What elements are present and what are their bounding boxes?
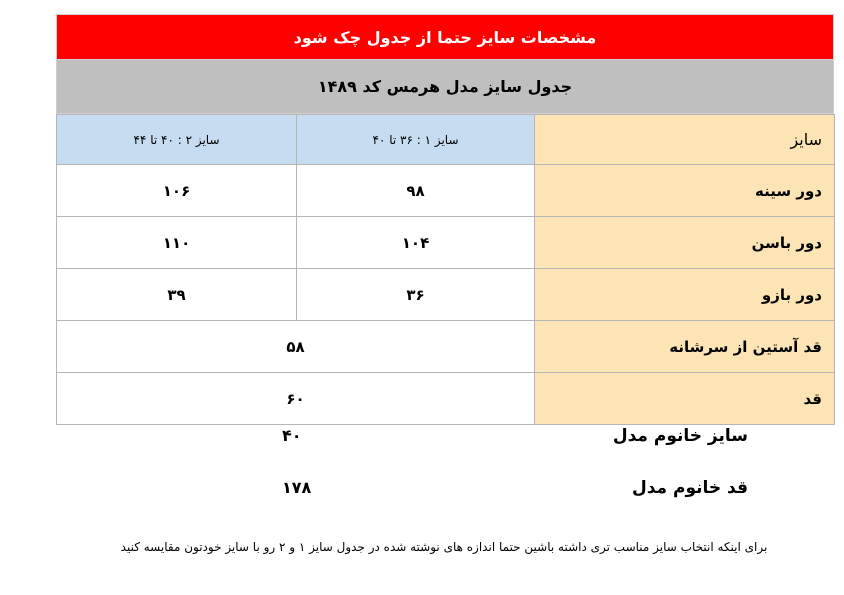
subtitle-bar [56, 60, 834, 114]
size2-header: سایز ۲ : ۴۰ تا ۴۴ [57, 115, 297, 165]
size2-value: ۱۱۰ [57, 217, 297, 269]
size1-value: ۱۰۴ [297, 217, 535, 269]
size-advice-note: برای اینکه انتخاب سایز مناسب تری داشته باشین حتما اندازه های نوشته شده در جدول سایز ۱ و ۲ رو با سایز خودتون مقایسه کنید [120, 540, 768, 554]
row-label: دور سینه [535, 165, 835, 217]
size-chart [56, 14, 834, 412]
table-subtitle: جدول سایز مدل هرمس کد ۱۴۸۹ [317, 77, 573, 96]
size-table [56, 114, 835, 425]
row-label: قد آستین از سرشانه [535, 321, 835, 373]
table-row [57, 217, 835, 269]
table-row [57, 373, 835, 425]
table-row [57, 321, 835, 373]
size2-value: ۱۰۶ [57, 165, 297, 217]
label-header: سایز [535, 115, 835, 165]
title-bar [56, 14, 834, 60]
row-label: دور بازو [535, 269, 835, 321]
model-height-value: ۱۷۸ [282, 478, 312, 497]
table-row [57, 165, 835, 217]
size1-header: سایز ۱ : ۳۶ تا ۴۰ [297, 115, 535, 165]
model-height-label: قد خانوم مدل [631, 478, 748, 498]
merged-value: ۶۰ [57, 373, 535, 425]
size2-value: ۳۹ [57, 269, 297, 321]
model-size-label: سایز خانوم مدل [612, 426, 748, 446]
table-row [57, 269, 835, 321]
table-header-row [57, 115, 835, 165]
model-size-value: ۴۰ [282, 426, 302, 445]
merged-value: ۵۸ [57, 321, 535, 373]
row-label: دور باسن [535, 217, 835, 269]
row-label: قد [535, 373, 835, 425]
page-title: مشخصات سایز حتما از جدول چک شود [293, 27, 597, 47]
size1-value: ۹۸ [297, 165, 535, 217]
size1-value: ۳۶ [297, 269, 535, 321]
